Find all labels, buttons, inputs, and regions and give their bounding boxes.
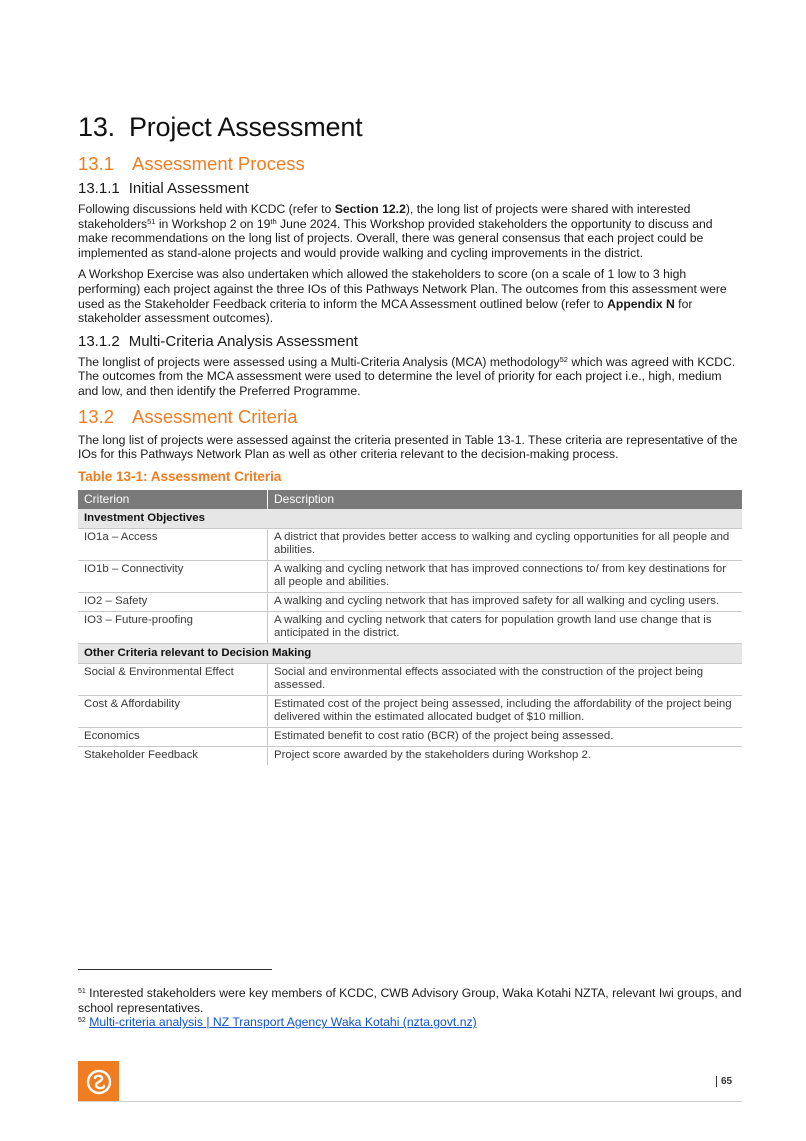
text: in Workshop 2 on 19 — [155, 216, 271, 231]
section-heading-13-1 — [78, 153, 742, 175]
section-heading-13-1-2 — [78, 333, 742, 350]
table-caption: Table 13-1: Assessment Criteria — [78, 468, 282, 484]
paragraph-initial-assessment — [78, 202, 742, 260]
criterion-cell: IO1a – Access — [78, 528, 268, 560]
text: Following discussions held with KCDC (refer to — [78, 202, 335, 216]
heading-title: Assessment Criteria — [132, 405, 298, 427]
footnotes — [78, 986, 742, 1030]
heading-title: Assessment Process — [132, 153, 305, 174]
appendix-reference: Appendix N — [607, 296, 675, 311]
page-number: 65 — [716, 1076, 732, 1087]
text: The longlist of projects were assessed using a Multi-Criteria Analysis (MCA) methodology — [78, 354, 560, 369]
heading-number: 13.2 — [78, 405, 115, 427]
heading-title: Multi-Criteria Analysis Assessment — [128, 332, 358, 350]
text: ), the long list of projects were shared with interested stakeholders — [78, 202, 691, 231]
assessment-criteria-table — [78, 490, 742, 765]
description-cell: Project score awarded by the stakeholders during Workshop 2. — [274, 748, 591, 761]
criterion-cell: IO3 – Future-proofing — [78, 611, 268, 643]
section-heading-13 — [78, 112, 742, 143]
table-row — [78, 528, 742, 560]
group-label: Other Criteria relevant to Decision Making — [78, 643, 742, 663]
table-header-row — [78, 490, 742, 509]
footnote-51 — [78, 986, 742, 1015]
company-logo-icon — [78, 1061, 119, 1102]
text: A Workshop Exercise was also undertaken which allowed the stakeholders to score (on a scale of 1 low to 3 high performing) each project against the three IOs of this Pathways Network Plan. The outcomes from this assessment were used as the Stakeholder Feedback criteria to inform the MCA Assessment outlined below (refer to — [78, 267, 727, 311]
criterion-cell: IO2 – Safety — [78, 592, 268, 611]
table-row — [78, 611, 742, 643]
table-group-row — [78, 509, 742, 529]
description-cell: Social and environmental effects associated with the construction of the project being assessed. — [268, 663, 743, 695]
heading-number: 13.1 — [78, 153, 115, 174]
footnote-number: 51 — [78, 988, 86, 995]
paragraph-workshop-exercise — [78, 267, 742, 325]
text: for stakeholder assessment outcomes). — [78, 296, 693, 326]
description-cell: A walking and cycling network that caters for population growth land use change that is anticipated in the district. — [268, 611, 743, 643]
table-row — [78, 695, 742, 727]
table-group-row — [78, 643, 742, 663]
page-content — [78, 112, 742, 765]
criterion-cell: Social & Environmental Effect — [78, 663, 268, 695]
footnote-ref-52[interactable]: 52 — [559, 354, 568, 364]
heading-number: 13.1.2 — [78, 332, 120, 350]
criterion-cell: Cost & Affordability — [78, 695, 268, 727]
criterion-cell: Economics — [78, 727, 268, 746]
column-header: Criterion — [78, 490, 268, 509]
footnote-52 — [78, 1015, 742, 1030]
heading-title: Project Assessment — [128, 112, 363, 142]
paragraph-assessment-criteria: The long list of projects were assessed against the criteria presented in Table 13-1. These criteria are representative of the IOs for this Pathways Network Plan as well as other criteria relevant to the decision-making process. — [78, 432, 738, 462]
text: June 2024. This Workshop provided stakeholders the opportunity to discuss and make recommendations on the long list of projects. Overall, there was general consensus that each project could be implemented as stand-alone projects and would provide walking and cycling improvements in the district. — [78, 216, 713, 260]
ordinal-suffix: th — [270, 216, 277, 226]
group-label: Investment Objectives — [78, 509, 742, 529]
table-row — [78, 727, 742, 746]
paragraph-mca — [78, 355, 742, 399]
table-row — [78, 592, 742, 611]
footnote-ref-51[interactable]: 51 — [147, 216, 156, 226]
footnote-divider — [78, 969, 272, 970]
footer-divider — [78, 1101, 742, 1102]
table-row — [78, 746, 742, 765]
text: which was agreed with KCDC. The outcomes from the MCA assessment were used to determine the level of priority for each project i.e., high, medium and low, and then identify the Preferred Programme. — [78, 354, 736, 398]
heading-number: 13. — [78, 112, 115, 142]
logo-swirl-icon — [86, 1069, 112, 1095]
section-heading-13-2 — [78, 406, 742, 428]
description-cell: A walking and cycling network that has improved safety for all walking and cycling users. — [268, 592, 743, 611]
section-heading-13-1-1 — [78, 180, 742, 197]
footnote-number: 52 — [78, 1017, 86, 1025]
footnote-link[interactable]: Multi-criteria analysis | NZ Transport Agency Waka Kotahi (nzta.govt.nz) — [89, 1015, 477, 1030]
column-header: Description — [268, 490, 743, 509]
description-cell: Estimated benefit to cost ratio (BCR) of the project being assessed. — [268, 727, 743, 746]
heading-title: Initial Assessment — [128, 180, 249, 197]
heading-number: 13.1.1 — [78, 180, 120, 197]
section-reference: Section 12.2 — [334, 202, 406, 216]
table-row — [78, 663, 742, 695]
criterion-cell: IO1b – Connectivity — [78, 560, 268, 592]
table-row — [78, 560, 742, 592]
footnote-text: Interested stakeholders were key members of KCDC, CWB Advisory Group, Waka Kotahi NZTA, relevant Iwi groups, and school representatives. — [78, 986, 742, 1015]
description-cell: A district that provides better access to walking and cycling opportunities for all people and abilities. — [268, 528, 743, 560]
description-cell: Estimated cost of the project being assessed, including the affordability of the project being delivered within the estimated allocated budget of $10 million. — [268, 695, 743, 727]
description-cell: A walking and cycling network that has improved connections to/ from key destinations for all people and abilities. — [268, 560, 743, 592]
criterion-cell: Stakeholder Feedback — [78, 746, 268, 765]
